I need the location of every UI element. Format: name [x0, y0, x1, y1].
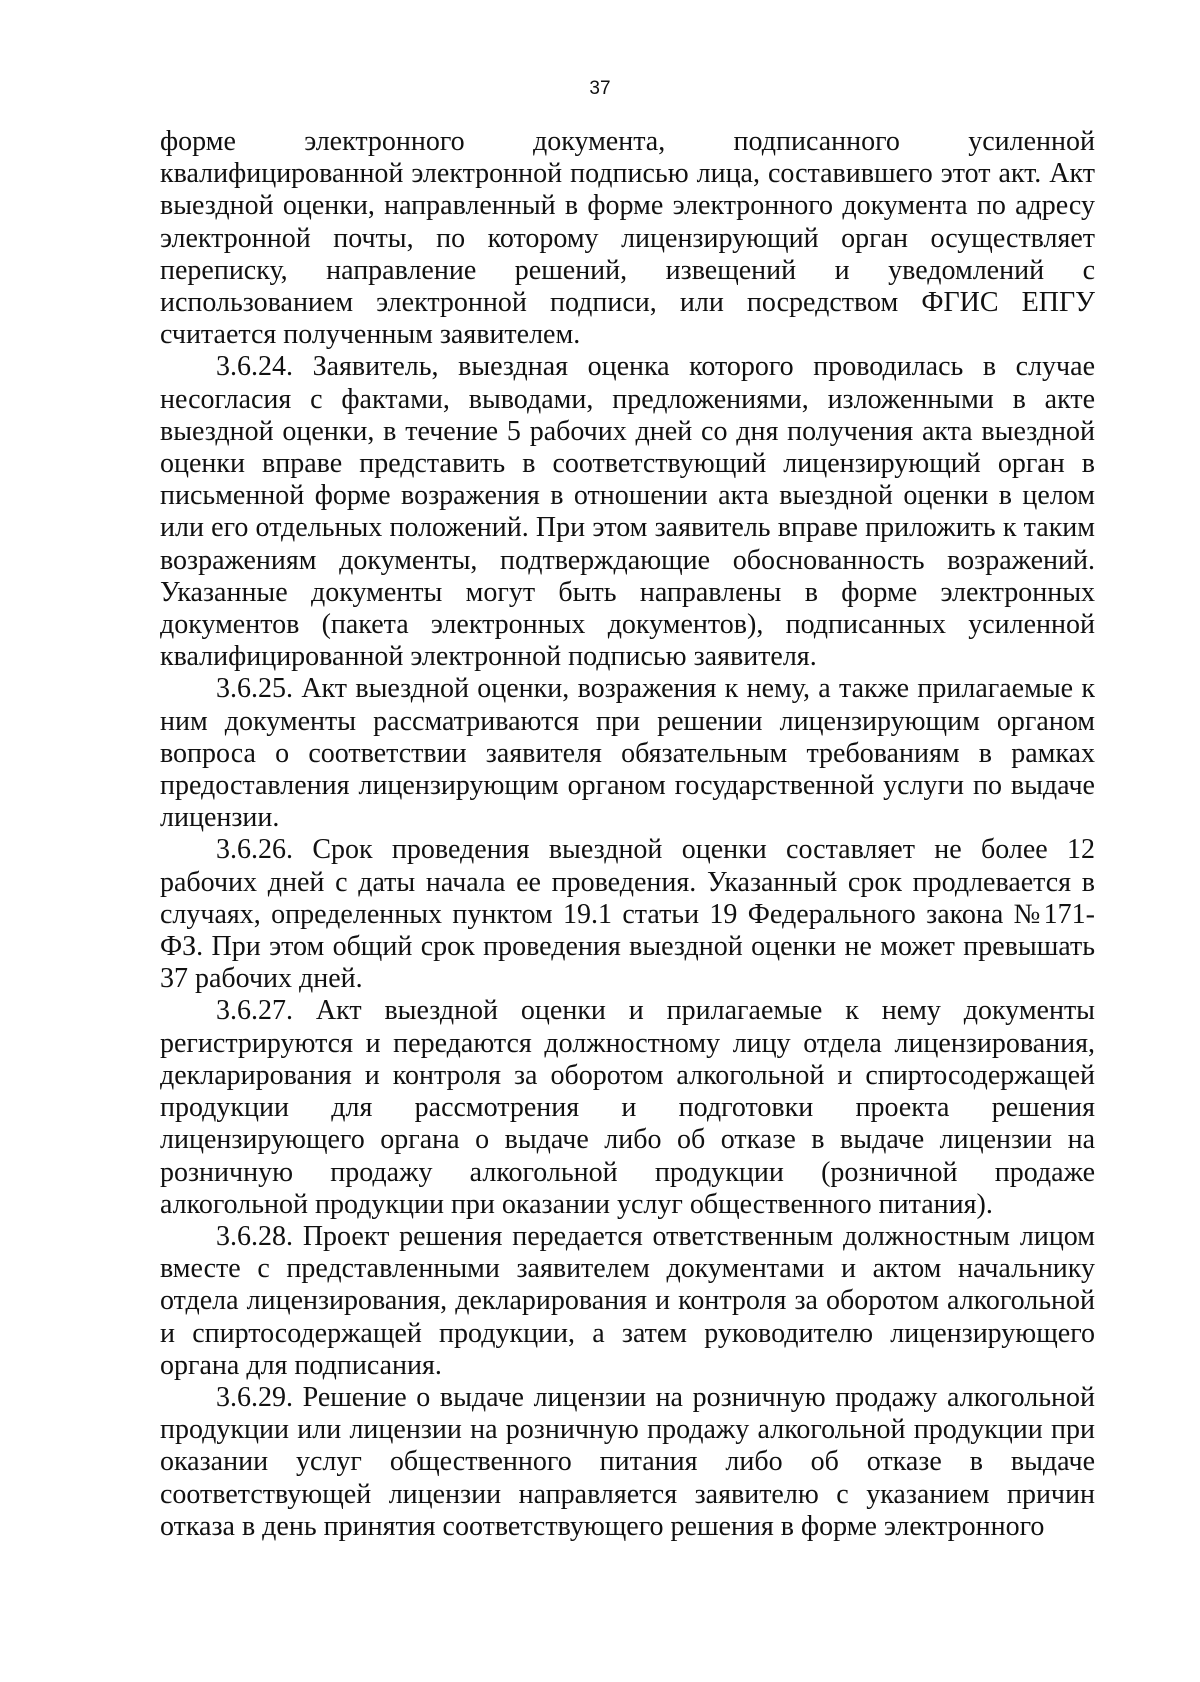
page-number: 37: [589, 78, 611, 99]
document-body: [160, 126, 1095, 1543]
paragraph-3-6-27: 3.6.27. Акт выездной оценки и прилагаемые к нему документы регистрируются и передаются должностному лицу отдела лицензирования, декларирования и контроля за оборотом алкогольной и спиртосодержащей продукции для рассмотрения и подготовки проекта решения лицензирующего органа о выдаче либо об отказе в выдаче лицензии на розничную продажу алкогольной продукции (розничной продаже алкогольной продукции при оказании услуг общественного питания).: [160, 995, 1095, 1220]
paragraph-3-6-26: 3.6.26. Срок проведения выездной оценки составляет не более 12 рабочих дней с даты начала ее проведения. Указанный срок продлевается в случаях, определенных пунктом 19.1 статьи 19 Федерального закона №171-ФЗ. При этом общий срок проведения выездной оценки не может превышать 37 рабочих дней.: [160, 834, 1095, 995]
paragraph-3-6-28: 3.6.28. Проект решения передается ответственным должностным лицом вместе с представленными заявителем документами и актом начальнику отдела лицензирования, декларирования и контроля за оборотом алкогольной и спиртосодержащей продукции, а затем руководителю лицензирующего органа для подписания.: [160, 1220, 1095, 1381]
paragraph-3-6-29: 3.6.29. Решение о выдаче лицензии на розничную продажу алкогольной продукции или лицензии на розничную продажу алкогольной продукции при оказании услуг общественного питания либо об отказе в выдаче соответствующей лицензии направляется заявителю с указанием причин отказа в день принятия соответствующего решения в форме электронного: [160, 1381, 1095, 1542]
paragraph-continuation: форме электронного документа, подписанного усиленной квалифицированной электронной подписью лица, составившего этот акт. Акт выездной оценки, направленный в форме электронного документа по адресу электронной почты, по которому лицензирующий орган осуществляет переписку, направление решений, извещений и уведомлений с использованием электронной подписи, или посредством ФГИС ЕПГУ считается полученным заявителем.: [160, 126, 1095, 351]
paragraph-3-6-24: 3.6.24. Заявитель, выездная оценка которого проводилась в случае несогласия с фактами, выводами, предложениями, изложенными в акте выездной оценки, в течение 5 рабочих дней со дня получения акта выездной оценки вправе представить в соответствующий лицензирующий орган в письменной форме возражения в отношении акта выездной оценки в целом или его отдельных положений. При этом заявитель вправе приложить к таким возражениям документы, подтверждающие обоснованность возражений. Указанные документы могут быть направлены в форме электронных документов (пакета электронных документов), подписанных усиленной квалифицированной электронной подписью заявителя.: [160, 351, 1095, 673]
paragraph-3-6-25: 3.6.25. Акт выездной оценки, возражения к нему, а также прилагаемые к ним документы рассматриваются при решении лицензирующим органом вопроса о соответствии заявителя обязательным требованиям в рамках предоставления лицензирующим органом государственной услуги по выдаче лицензии.: [160, 673, 1095, 834]
